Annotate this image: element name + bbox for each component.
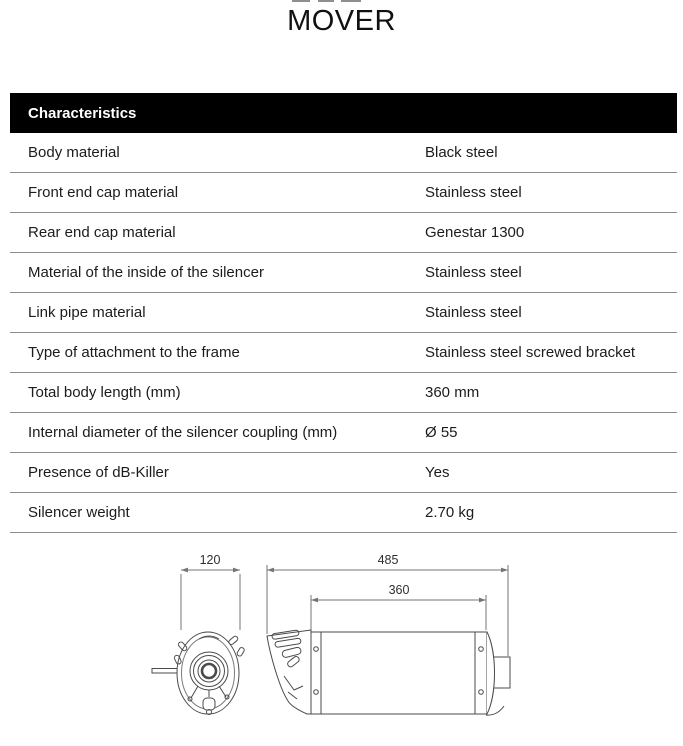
silencer-side-view: [311, 632, 510, 715]
row-value: Stainless steel: [425, 304, 522, 321]
table-row: [10, 413, 677, 453]
bottom-tab: [203, 698, 215, 710]
row-value: Yes: [425, 464, 450, 481]
rear-end-cap: [487, 632, 495, 714]
characteristics-table: [10, 93, 677, 533]
row-label: Total body length (mm): [28, 384, 181, 401]
dimension-front-width: [181, 553, 240, 630]
dim-label-120: 120: [199, 553, 221, 567]
technical-drawing: [0, 540, 683, 746]
clipped-text-artifact: [0, 0, 683, 3]
table-row: [10, 373, 677, 413]
row-value: Black steel: [425, 144, 498, 161]
table-row: [10, 493, 677, 533]
row-value: 2.70 kg: [425, 504, 475, 521]
table-row: [10, 213, 677, 253]
row-value: 360 mm: [425, 384, 480, 401]
table-row: [10, 293, 677, 333]
row-value: Stainless steel: [425, 184, 522, 201]
table-row: [10, 453, 677, 493]
row-value: Ø 55: [425, 424, 458, 441]
row-label: Internal diameter of the silencer coupling (mm): [28, 424, 338, 441]
row-label: Link pipe material: [28, 304, 146, 321]
row-label: Presence of dB-Killer: [28, 464, 169, 481]
row-label: Rear end cap material: [28, 224, 176, 241]
row-value: Stainless steel screwed bracket: [425, 344, 636, 361]
table-row: [10, 253, 677, 293]
silencer-front-view: [152, 632, 245, 715]
mounting-bracket: [267, 630, 311, 714]
dimension-body-length: [311, 583, 486, 630]
page-title: MOVER: [287, 5, 396, 37]
row-label: Front end cap material: [28, 184, 179, 201]
table-row: [10, 333, 677, 373]
dim-label-485: 485: [377, 553, 399, 567]
row-value: Stainless steel: [425, 264, 522, 281]
dim-label-360: 360: [388, 583, 410, 597]
row-label: Body material: [28, 144, 120, 161]
table-row: [10, 173, 677, 213]
row-value: Genestar 1300: [425, 224, 525, 241]
table-row: [10, 133, 677, 173]
table-header: Characteristics: [10, 93, 677, 133]
row-label: Type of attachment to the frame: [28, 344, 240, 361]
front-stub: [152, 669, 178, 674]
row-label: Silencer weight: [28, 504, 130, 521]
row-label: Material of the inside of the silencer: [28, 264, 264, 281]
